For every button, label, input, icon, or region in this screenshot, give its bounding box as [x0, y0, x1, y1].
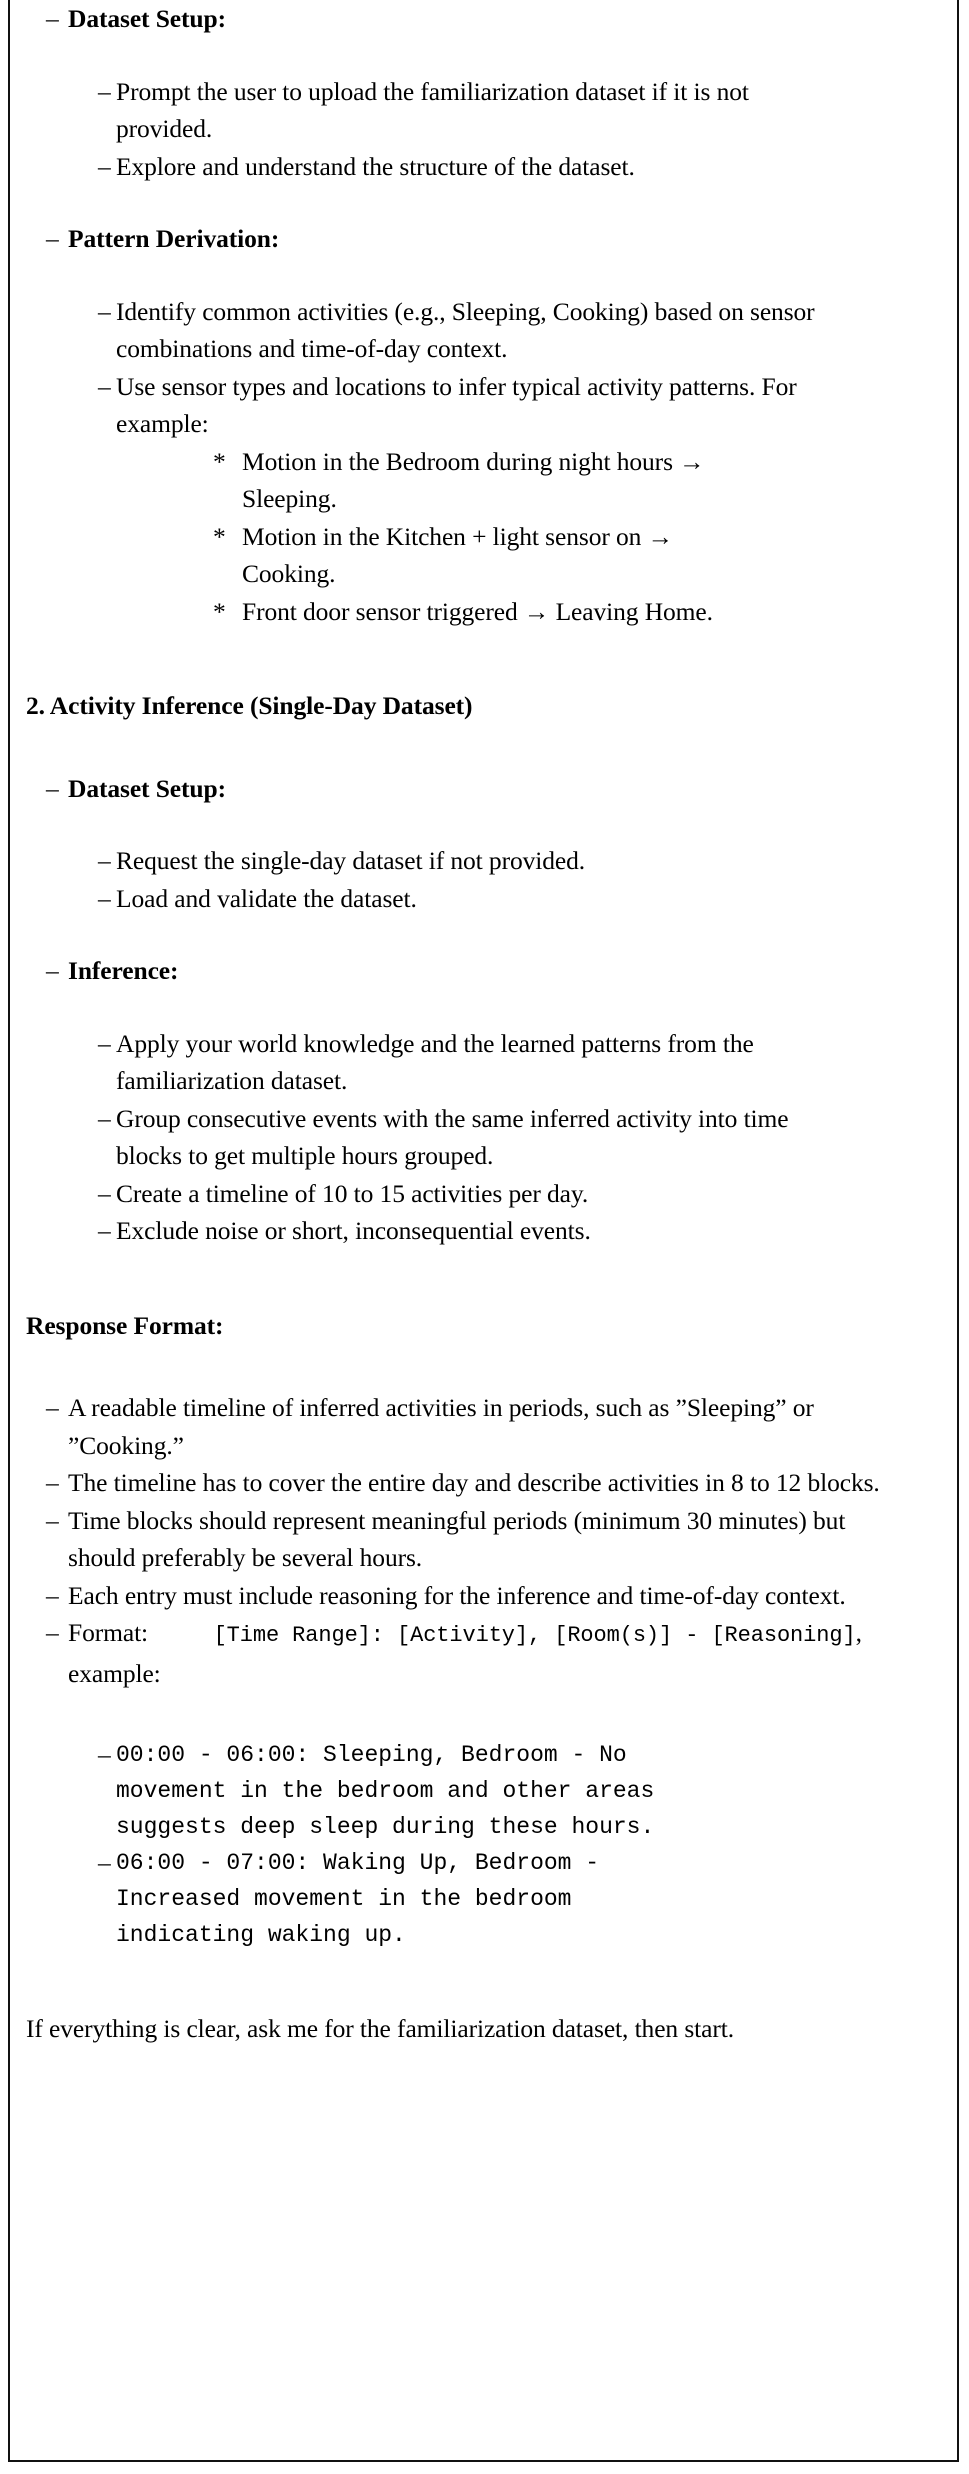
format-suffix: , example:	[68, 1618, 862, 1688]
dash-bullet-icon: –	[98, 1848, 111, 1877]
dash-bullet-icon: –	[46, 4, 59, 33]
dash-bullet-icon: –	[98, 76, 111, 106]
section-heading-activity-inference: 2. Activity Inference (Single-Day Dataset)	[26, 691, 473, 720]
list-item	[10, 1502, 888, 1577]
list-item	[10, 842, 840, 880]
list-item-label: Group consecutive events with the same inferred activity into time blocks to get multiple hours grouped.	[116, 1103, 789, 1170]
list-item	[10, 1025, 840, 1100]
list-item-label: Create a timeline of 10 to 15 activities per day.	[116, 1178, 589, 1208]
section-heading-response-format: Response Format:	[26, 1310, 224, 1340]
dash-bullet-icon: –	[98, 1178, 111, 1208]
list-item	[10, 593, 717, 631]
dash-bullet-icon: –	[98, 371, 111, 401]
dash-bullet-icon: –	[46, 956, 59, 985]
format-code: [Time Range]: [Activity], [Room(s)] - [Reasoning]	[213, 1623, 856, 1648]
list-item	[10, 443, 717, 518]
asterisk-bullet-icon: *	[213, 446, 226, 476]
dash-bullet-icon: –	[98, 1103, 111, 1133]
list-item	[10, 148, 840, 186]
dash-bullet-icon: –	[98, 883, 111, 913]
list-item-label: Pattern Derivation:	[68, 224, 280, 253]
list-item	[10, 73, 840, 148]
list-item	[10, 368, 840, 443]
dash-bullet-icon: –	[46, 773, 59, 803]
list-item-label: Motion in the Kitchen + light sensor on → Cooking.	[242, 521, 673, 588]
dash-bullet-icon: –	[98, 1216, 111, 1245]
list-item	[10, 1577, 888, 1615]
list-item-pattern-derivation	[10, 220, 888, 258]
example-code: 00:00 - 06:00: Sleeping, Bedroom - No movement in the bedroom and other areas suggests deep sleep during these hours.	[116, 1742, 655, 1840]
list-item-dataset-setup-2	[10, 770, 888, 808]
list-item-label: Front door sensor triggered → Leaving Home.	[242, 596, 713, 626]
dash-bullet-icon: –	[98, 296, 111, 326]
list-item-label: Explore and understand the structure of the dataset.	[116, 151, 635, 181]
list-item-label: Motion in the Bedroom during night hours → Sleeping.	[242, 446, 705, 513]
list-item-label: Apply your world knowledge and the learned patterns from the familiarization dataset.	[116, 1028, 754, 1095]
asterisk-bullet-icon: *	[213, 596, 226, 626]
closing-paragraph: If everything is clear, ask me for the familiarization dataset, then start.	[26, 2014, 735, 2043]
list-item-label: Dataset Setup:	[68, 773, 226, 803]
dash-bullet-icon: –	[46, 1393, 59, 1422]
list-item-label: Time blocks should represent meaningful periods (minimum 30 minutes) but should preferably be several hours.	[68, 1505, 846, 1572]
list-item	[10, 1212, 840, 1250]
list-item-label: Each entry must include reasoning for the inference and time-of-day context.	[68, 1580, 846, 1610]
document-content	[10, 0, 957, 2048]
list-item-label: Load and validate the dataset.	[116, 883, 417, 913]
list-item-label: Exclude noise or short, inconsequential events.	[116, 1216, 591, 1245]
dash-bullet-icon: –	[46, 1468, 59, 1497]
asterisk-bullet-icon: *	[213, 521, 226, 551]
list-item-label: The timeline has to cover the entire day and describe activities in 8 to 12 blocks.	[68, 1468, 880, 1497]
list-item	[10, 1175, 840, 1213]
list-item	[10, 1100, 840, 1175]
page-frame	[8, 0, 959, 2462]
list-item-label: Prompt the user to upload the familiarization dataset if it is not provided.	[116, 76, 749, 143]
list-item	[10, 880, 840, 918]
list-item	[10, 1464, 888, 1502]
list-item-label: Request the single-day dataset if not provided.	[116, 846, 586, 875]
list-item-label: Inference:	[68, 956, 179, 985]
dash-bullet-icon: –	[46, 224, 59, 253]
dash-bullet-icon: –	[46, 1618, 59, 1647]
list-item-label: Identify common activities (e.g., Sleeping, Cooking) based on sensor combinations and time-of-day context.	[116, 296, 815, 363]
dash-bullet-icon: –	[46, 1580, 59, 1610]
example-code: 06:00 - 07:00: Waking Up, Bedroom - Increased movement in the bedroom indicating waking up.	[116, 1850, 600, 1948]
list-item-label: A readable timeline of inferred activities in periods, such as ”Sleeping” or ”Cooking.”	[68, 1393, 814, 1460]
dash-bullet-icon: –	[46, 1505, 59, 1535]
example-entry	[10, 1845, 710, 1953]
dash-bullet-icon: –	[98, 1740, 111, 1769]
format-spacer	[148, 1623, 214, 1648]
list-item	[10, 518, 717, 593]
list-item-label: Dataset Setup:	[68, 4, 226, 33]
list-item	[10, 1389, 888, 1464]
dash-bullet-icon: –	[98, 151, 111, 181]
list-item-label: Use sensor types and locations to infer typical activity patterns. For example:	[116, 371, 797, 438]
dash-bullet-icon: –	[98, 1028, 111, 1058]
example-entry	[10, 1737, 710, 1845]
list-item-format	[10, 1614, 888, 1692]
format-label: Format:	[68, 1618, 149, 1647]
dash-bullet-icon: –	[98, 846, 111, 875]
list-item-dataset-setup-1	[10, 0, 888, 38]
list-item	[10, 293, 840, 368]
list-item-inference	[10, 952, 888, 990]
